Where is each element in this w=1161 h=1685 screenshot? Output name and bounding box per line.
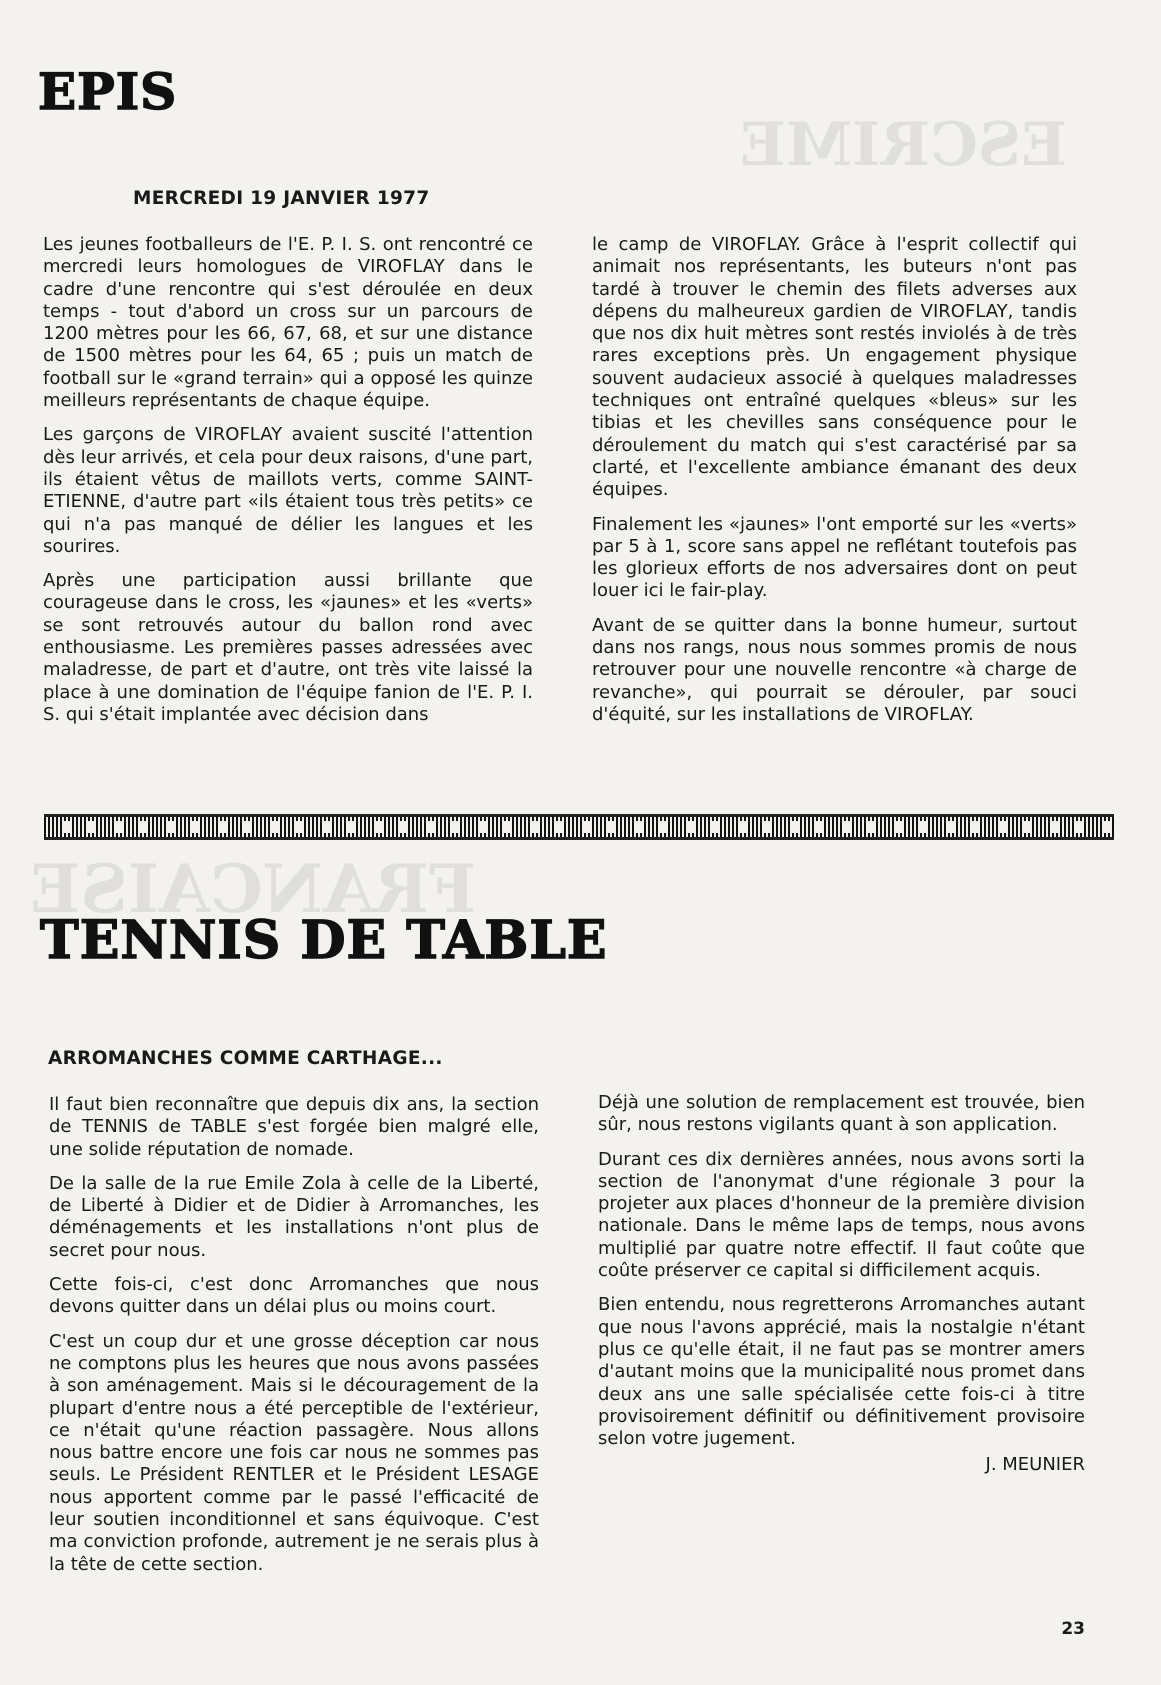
ornamental-divider xyxy=(44,814,1114,840)
paragraph: C'est un coup dur et une grosse déception car nous ne comptons plus les heures que nous avons passées à son aménagement. Mais si le découragement de la plupart d'entre nous a été perceptible de l'extérieur, ce n'était qu'une réaction passagère. Nous allons nous battre encore une fois car nous ne sommes pas seuls. Le Président RENTLER et le Président LESAGE nous apportent comme par le passé l'efficacité de leur soutien inconditionnel et sans équivoque. C'est ma conviction profonde, autrement je ne serais plus à la tête de cette section. xyxy=(49,1330,539,1575)
paragraph: De la salle de la rue Emile Zola à celle de la Liberté, de Liberté à Didier et de Didier à Arromanches, les déménagements et les installations n'ont plus de secret pour nous. xyxy=(49,1172,539,1261)
paragraph: Les garçons de VIROFLAY avaient suscité l'attention dès leur arrivés, et cela pour deux raisons, d'une part, ils étaient vêtus de maillots verts, comme SAINT-ETIENNE, d'autre part «ils étaient tous très petits» ce qui n'a pas manqué de délier les langues et les sourires. xyxy=(43,424,533,557)
tennis-subtitle: ARROMANCHES COMME CARTHAGE... xyxy=(48,1048,443,1069)
paragraph: Bien entendu, nous regretterons Arromanches autant que nous l'avons apprécié, mais la nostalgie n'étant plus ce qu'elle était, il ne faut pas se montrer amers d'autant moins que la municipalité nous promet dans deux ans une salle spécialisée cette fois-ci à titre provisoirement définitif ou définitivement provisoire selon votre jugement. xyxy=(598,1294,1085,1450)
paragraph: Après une participation aussi brillante que courageuse dans le cross, les «jaunes» et les «verts» se sont retrouvés autour du ballon rond avec enthousiasme. Les premières passes adressées avec maladresse, de part et d'autre, ont très vite laissé la place à une domination de l'équipe fanion de l'E. P. I. S. qui s'était implantée avec décision dans xyxy=(43,570,533,725)
epis-title: EPIS xyxy=(38,62,178,121)
paragraph: le camp de VIROFLAY. Grâce à l'esprit collectif qui animait nos représentants, les buteurs n'ont pas tardé à trouver le chemin des filets adverses aux dépens du malheureux gardien de VIROFLAY, tandis que nos dix huit mètres sont restés inviolés à de très rares exceptions près. Un engagement physique souvent audacieux associé à quelques maladresses techniques ont entraîné quelques «bleus» sur les tibias et les chevilles sans conséquence pour le déroulement du match qui s'est caractérisé par sa clarté, et l'excellente ambiance émanant des deux équipes. xyxy=(592,234,1077,501)
paragraph: Les jeunes footballeurs de l'E. P. I. S. ont rencontré ce mercredi leurs homologues de VIROFLAY dans le cadre d'une rencontre qui s'est déroulée en deux temps - tout d'abord un cross sur un parcours de 1200 mètres pour les 66, 67, 68, et sur une distance de 1500 mètres pour les 64, 65 ; puis un match de football sur le «grand terrain» qui a opposé les quinze meilleurs représentants de chaque équipe. xyxy=(43,234,533,412)
epis-right-column xyxy=(592,234,1077,738)
paragraph: Cette fois-ci, c'est donc Arromanches que nous devons quitter dans un délai plus ou moins court. xyxy=(49,1274,539,1318)
paragraph: Il faut bien reconnaître que depuis dix ans, la section de TENNIS de TABLE s'est forgée bien malgré elle, une solide réputation de nomade. xyxy=(49,1094,539,1160)
paragraph: Avant de se quitter dans la bonne humeur, surtout dans nos rangs, nous nous sommes promis de nous retrouver pour une nouvelle rencontre «à charge de revanche», qui pourrait se dérouler, par souci d'équité, sur les installations de VIROFLAY. xyxy=(592,614,1077,725)
epis-left-column xyxy=(43,234,533,738)
paragraph: Finalement les «jaunes» l'ont emporté sur les «verts» par 5 à 1, score sans appel ne reflétant toutefois pas les glorieux efforts de nos adversaires dont on peut louer ici le fair-play. xyxy=(592,513,1077,602)
tennis-right-column xyxy=(598,1092,1085,1477)
paragraph: Déjà une solution de remplacement est trouvée, bien sûr, nous restons vigilants quant à son application. xyxy=(598,1092,1085,1136)
page-number: 23 xyxy=(1061,1619,1085,1639)
author-signature: J. MEUNIER xyxy=(985,1454,1085,1476)
epis-date: MERCREDI 19 JANVIER 1977 xyxy=(133,188,430,209)
paragraph: Durant ces dix dernières années, nous avons sorti la section de l'anonymat d'une régionale 3 pour la projeter aux places d'honneur de la première division nationale. Dans le même laps de temps, nous avons multiplié par quatre notre effectif. Il faut coûte que coûte préserver ce capital si difficilement acquis. xyxy=(598,1148,1085,1282)
tennis-title: TENNIS DE TABLE xyxy=(40,910,608,971)
bleed-through-decoration: ESCRIME xyxy=(740,110,1067,180)
tennis-left-column xyxy=(49,1094,539,1588)
bleed-through-decoration-2: FRANCAISE xyxy=(30,850,476,928)
